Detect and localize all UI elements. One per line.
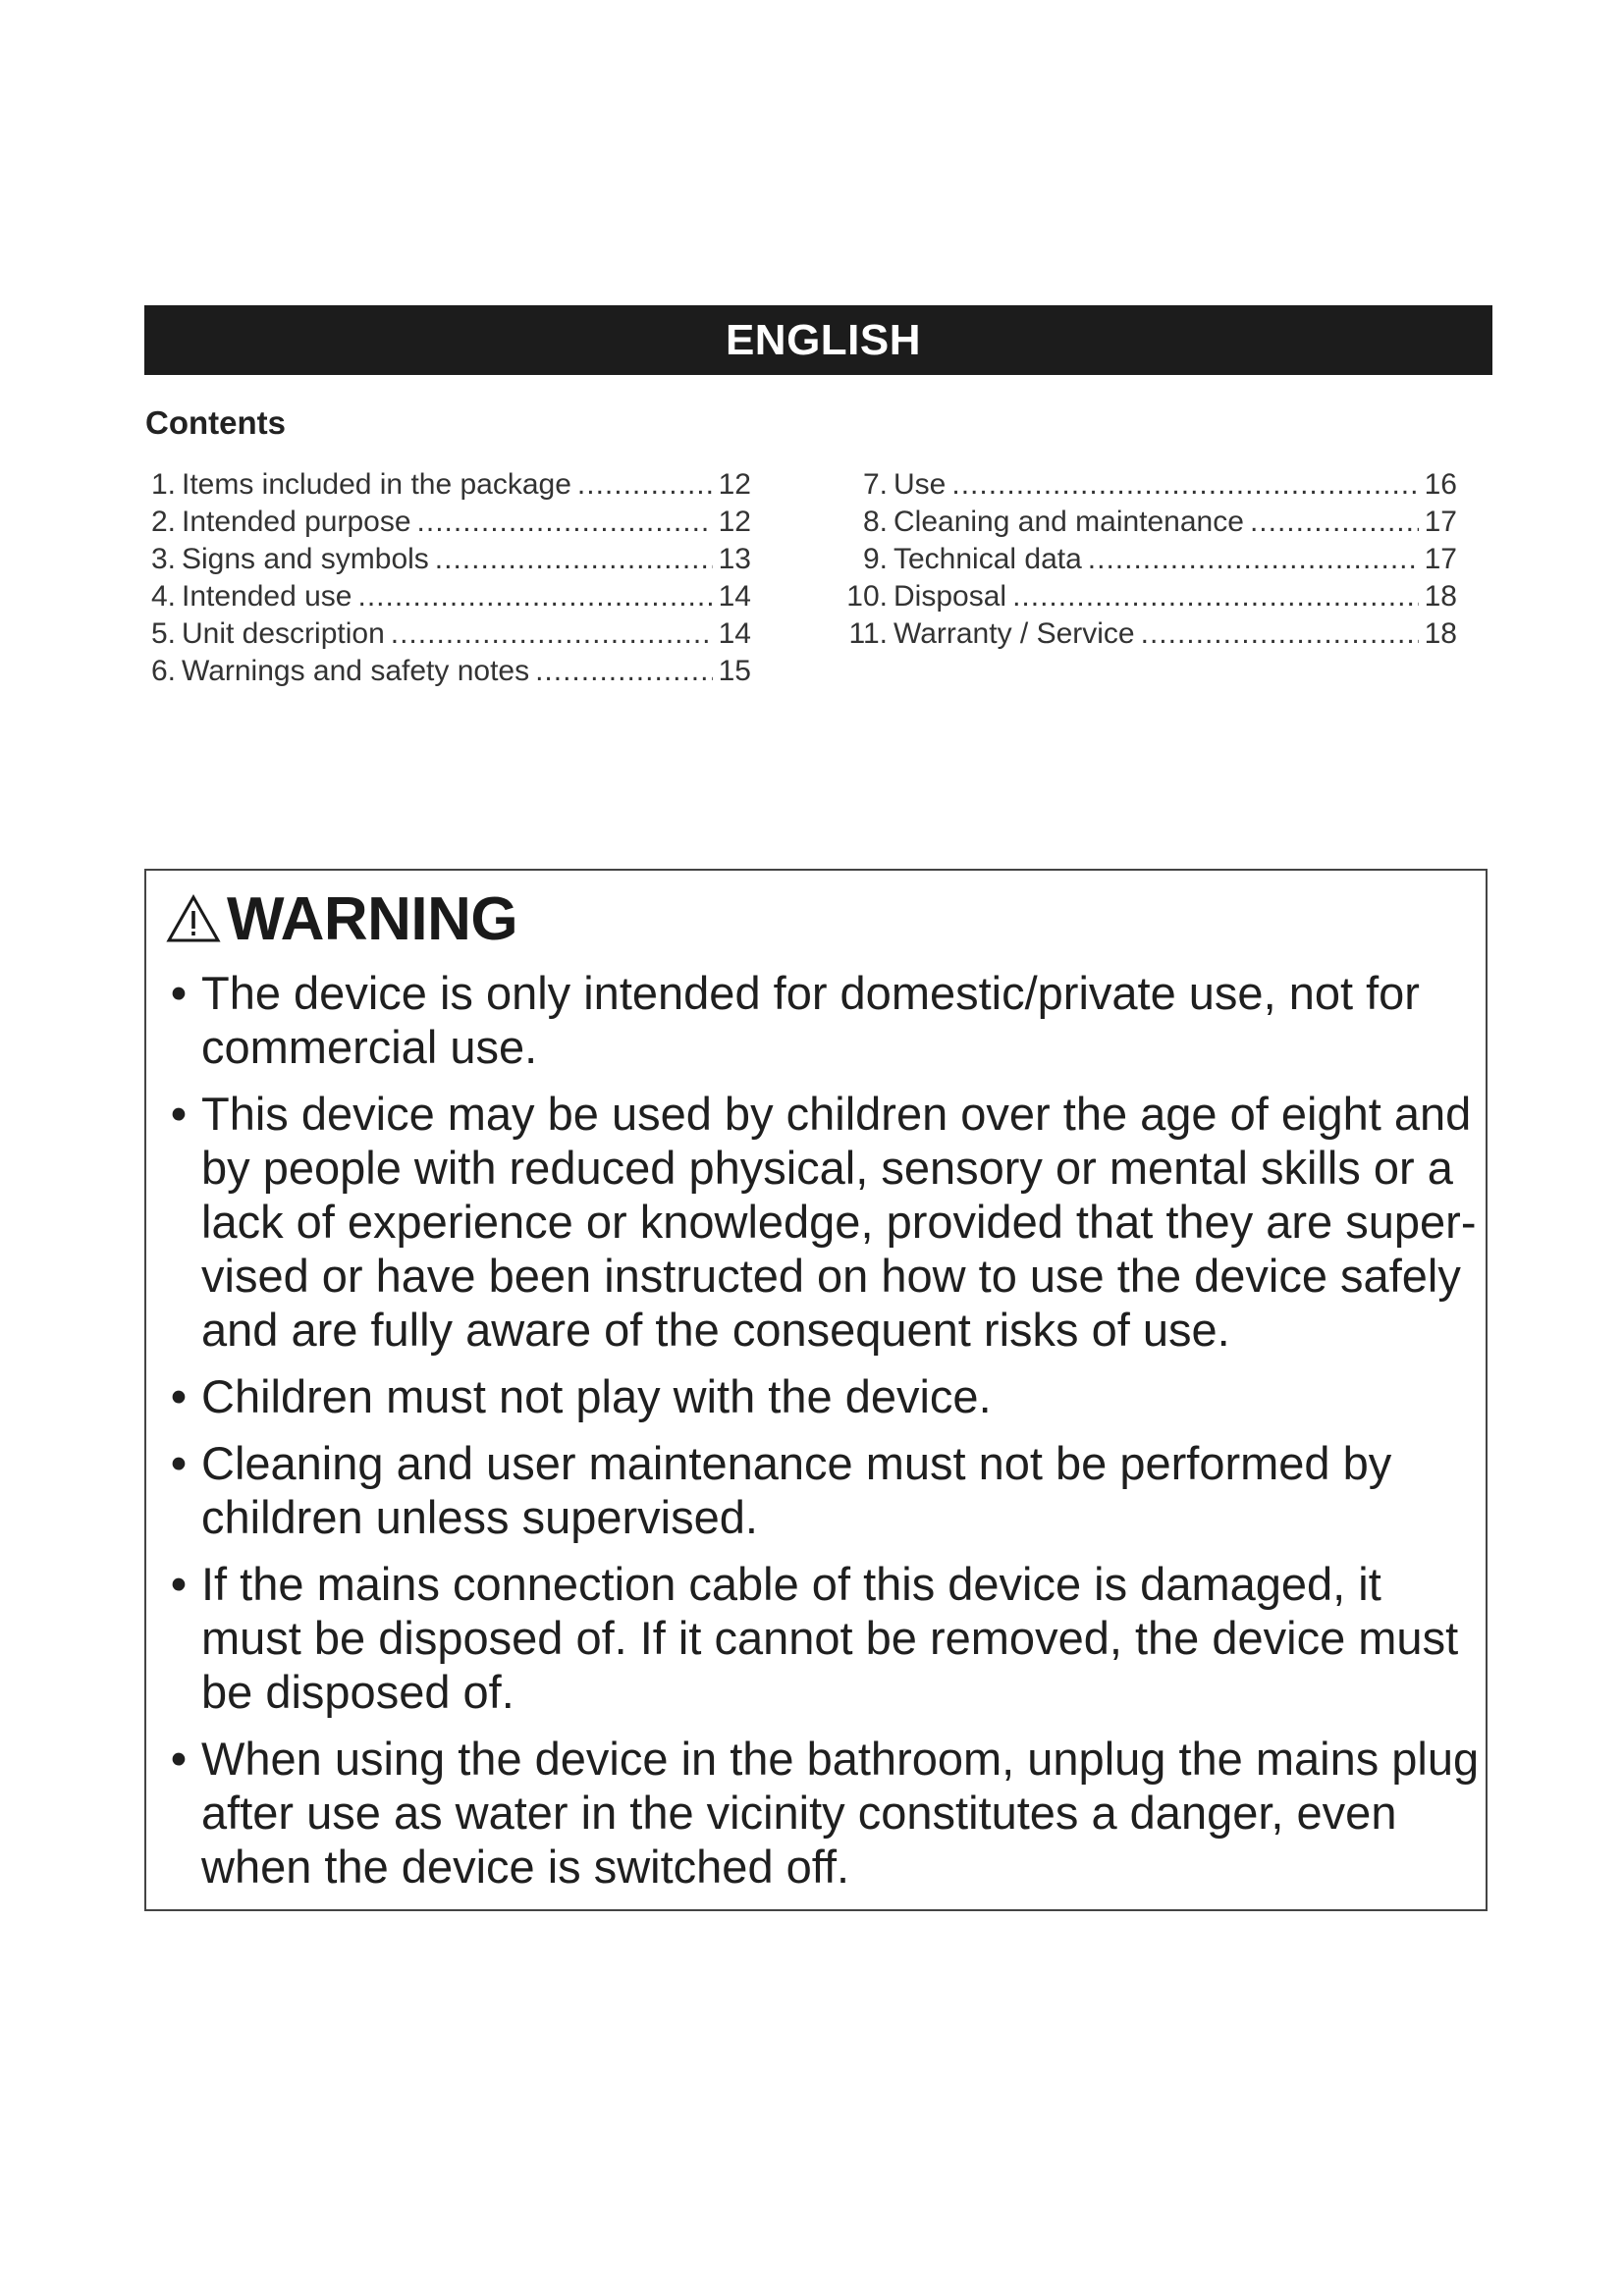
toc-entry-title: Warranty / Service — [893, 617, 1135, 650]
bullet-icon: • — [170, 1088, 188, 1140]
toc-entry-page: 18 — [1424, 617, 1457, 650]
toc-entry[interactable] — [837, 466, 1457, 504]
toc-dot-leader — [435, 541, 713, 578]
toc-dot-leader — [577, 466, 713, 504]
contents-heading: Contents — [145, 404, 286, 441]
warning-title: WARNING — [227, 884, 518, 953]
toc-dot-leader — [951, 466, 1418, 504]
bullet-icon: • — [170, 967, 188, 1019]
warning-item — [164, 1369, 1480, 1423]
bullet-icon: • — [170, 1733, 188, 1785]
toc-entry-page: 14 — [718, 617, 751, 650]
warning-list — [164, 966, 1480, 1906]
bullet-icon: • — [170, 1558, 188, 1610]
toc-entry-title: Unit description — [182, 617, 385, 650]
toc-entry-page: 18 — [1424, 580, 1457, 613]
language-label: ENGLISH — [725, 315, 922, 364]
toc-right-column — [837, 466, 1457, 653]
toc-entry-title: Intended purpose — [182, 506, 411, 538]
toc-entry-number: 2. — [150, 506, 176, 538]
toc-entry-number: 5. — [150, 617, 176, 650]
toc-dot-leader — [1141, 615, 1419, 653]
warning-triangle-icon — [166, 894, 221, 943]
toc-dot-leader — [1088, 541, 1419, 578]
toc-entry-page: 13 — [718, 543, 751, 575]
toc-entry-number: 10. — [846, 580, 888, 613]
bullet-icon: • — [170, 1370, 188, 1422]
bullet-icon: • — [170, 1437, 188, 1489]
toc-entry[interactable] — [837, 615, 1457, 653]
warning-item-text: When using the device in the bathroom, unplug the mains plug after use as water in the vicinity constitutes a danger, even when the device is switched off. — [201, 1733, 1480, 1893]
toc-dot-leader — [391, 615, 713, 653]
warning-item — [164, 1436, 1480, 1544]
toc-entry[interactable] — [145, 578, 751, 615]
warning-item-text: Cleaning and user maintenance must not be performed by children unless supervised. — [201, 1437, 1392, 1543]
warning-heading — [166, 881, 517, 957]
toc-entry-title: Signs and symbols — [182, 543, 429, 575]
language-banner — [144, 305, 1492, 375]
warning-item-text: This device may be used by children over the age of eight and by people with reduced physical, sensory or mental skills or a lack of experience or knowledge, provided that they are super-vised or have been instructed on how to use the device safely and are fully aware of the consequent risks of use. — [201, 1088, 1477, 1356]
toc-entry-page: 12 — [718, 468, 751, 501]
toc-entry-title: Use — [893, 468, 947, 501]
toc-entry[interactable] — [837, 578, 1457, 615]
warning-item-text: Children must not play with the device. — [201, 1370, 992, 1422]
toc-entry-title: Intended use — [182, 580, 352, 613]
toc-entry-page: 16 — [1424, 468, 1457, 501]
toc-entry-number: 11. — [848, 617, 888, 650]
warning-item-text: If the mains connection cable of this device is damaged, it must be disposed of. If it cannot be removed, the device must be disposed of. — [201, 1558, 1459, 1718]
toc-entry[interactable] — [145, 615, 751, 653]
toc-dot-leader — [1012, 578, 1419, 615]
toc-entry-page: 15 — [718, 655, 751, 687]
toc-entry[interactable] — [837, 541, 1457, 578]
toc-dot-leader — [535, 653, 713, 690]
toc-entry[interactable] — [145, 653, 751, 690]
toc-entry-number: 1. — [150, 468, 176, 501]
toc-dot-leader — [417, 504, 713, 541]
toc-entry-page: 17 — [1424, 543, 1457, 575]
toc-entry[interactable] — [145, 541, 751, 578]
toc-left-column — [145, 466, 751, 690]
toc-entry-number: 8. — [862, 506, 888, 538]
toc-entry[interactable] — [145, 504, 751, 541]
warning-item-text: The device is only intended for domestic/private use, not for commercial use. — [201, 967, 1420, 1073]
toc-entry-title: Warnings and safety notes — [182, 655, 530, 687]
toc-dot-leader — [357, 578, 712, 615]
toc-entry-number: 9. — [862, 543, 888, 575]
warning-item — [164, 1557, 1480, 1719]
warning-item — [164, 966, 1480, 1074]
warning-item — [164, 1732, 1480, 1894]
toc-dot-leader — [1250, 504, 1419, 541]
toc-entry-page: 12 — [718, 506, 751, 538]
toc-entry-title: Disposal — [893, 580, 1007, 613]
warning-item — [164, 1087, 1480, 1357]
toc-entry-page: 14 — [718, 580, 751, 613]
warning-box — [144, 869, 1488, 1911]
toc-entry[interactable] — [145, 466, 751, 504]
toc-entry[interactable] — [837, 504, 1457, 541]
toc-entry-number: 7. — [862, 468, 888, 501]
toc-entry-page: 17 — [1424, 506, 1457, 538]
toc-entry-number: 6. — [150, 655, 176, 687]
toc-entry-title: Technical data — [893, 543, 1082, 575]
toc-entry-number: 4. — [150, 580, 176, 613]
toc-entry-title: Items included in the package — [182, 468, 571, 501]
toc-entry-number: 3. — [150, 543, 176, 575]
toc-entry-title: Cleaning and maintenance — [893, 506, 1244, 538]
